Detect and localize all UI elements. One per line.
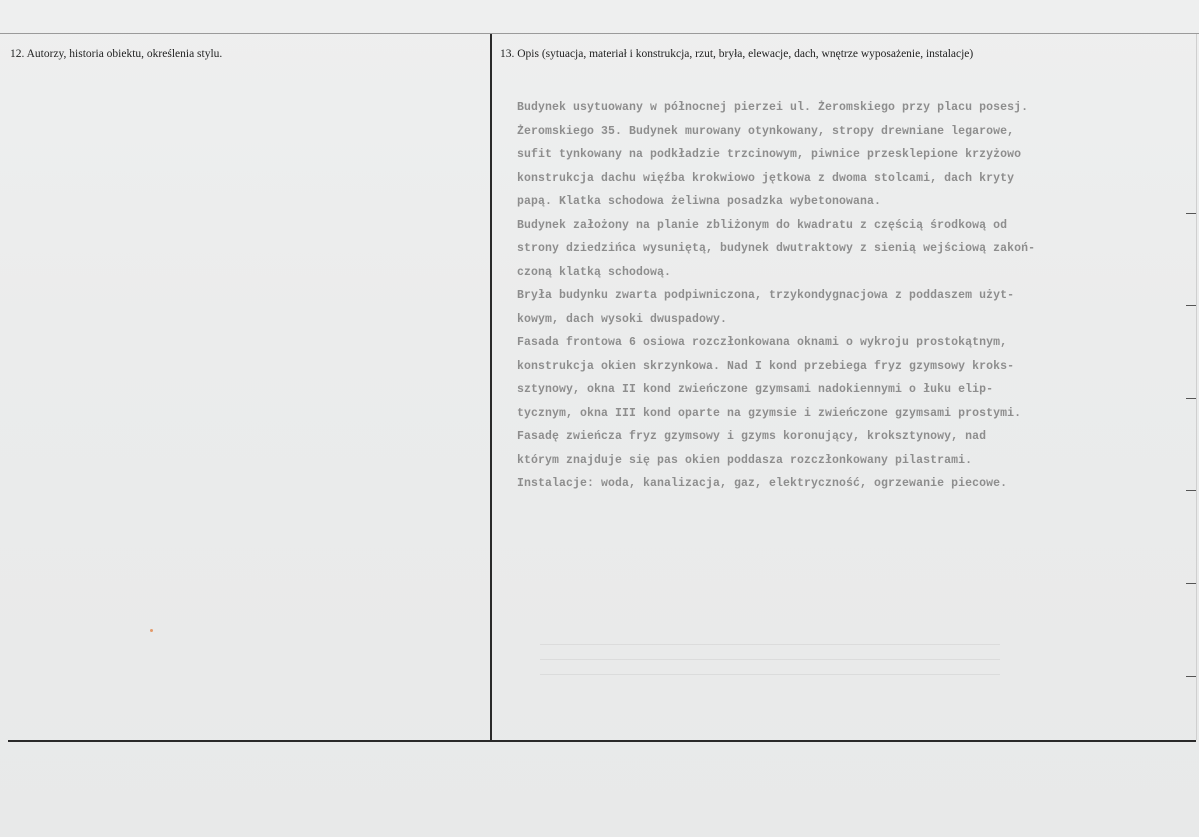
description-line: konstrukcja okien skrzynkowa. Nad I kond przebiega fryz gzymsowy kroks-: [517, 359, 1015, 373]
top-border: [0, 33, 1199, 34]
description-line: Fasada frontowa 6 osiowa rozczłonkowana oknami o wykroju prostokątnym,: [517, 336, 1008, 349]
description-line: sztynowy, okna II kond zwieńczone gzymsami nadokiennymi o łuku elip-: [517, 383, 994, 396]
field-13-heading: 13. Opis (sytuacja, materiał i konstrukcja, rzut, bryła, elewacje, dach, wnętrze wyposażenie, instalacje): [500, 48, 974, 60]
description-text: [517, 96, 1157, 496]
description-line: strony dziedzińca wysuniętą, budynek dwutraktowy z sienią wejściową zakoń-: [517, 242, 1036, 255]
right-edge: [1196, 34, 1197, 740]
field-12-heading: 12. Autorzy, historia obiektu, określenia stylu.: [10, 48, 223, 60]
description-line: Żeromskiego 35. Budynek murowany otynkowany, stropy drewniane legarowe,: [517, 124, 1015, 138]
description-line: czoną klatką schodową.: [517, 265, 672, 279]
paper-stain: [150, 629, 153, 632]
description-line: tycznym, okna III kond oparte na gzymsie i zwieńczone gzymsami prostymi.: [517, 406, 1022, 420]
description-line: Fasadę zwieńcza fryz gzymsowy i gzyms koronujący, kroksztynowy, nad: [517, 430, 987, 443]
description-line: którym znajduje się pas okien poddasza rozczłonkowany pilastrami.: [517, 453, 973, 467]
description-line: sufit tynkowany na podkładzie trzcinowym, piwnice przesklepione krzyżowo: [517, 148, 1022, 161]
margin-tick: [1186, 583, 1196, 584]
description-line: Budynek usytuowany w północnej pierzei ul. Żeromskiego przy placu posesj.: [517, 101, 1029, 114]
margin-tick: [1186, 676, 1196, 677]
description-line: kowym, dach wysoki dwuspadowy.: [517, 312, 728, 326]
description-line: Budynek założony na planie zbliżonym do kwadratu z częścią środkową od: [517, 218, 1008, 232]
bleed-through-shadow: [540, 630, 1000, 680]
description-line: konstrukcja dachu więźba krokwiowo jętkowa z dwoma stolcami, dach kryty: [517, 171, 1015, 185]
margin-tick: [1186, 305, 1196, 306]
margin-tick: [1186, 213, 1196, 214]
margin-tick: [1186, 398, 1196, 399]
description-line: Instalacje: woda, kanalizacja, gaz, elektryczność, ogrzewanie piecowe.: [517, 477, 1008, 490]
bottom-border: [8, 740, 1196, 742]
description-line: papą. Klatka schodowa żeliwna posadzka wybetonowana.: [517, 195, 882, 208]
margin-tick: [1186, 490, 1196, 491]
column-divider: [490, 34, 492, 740]
description-line: Bryła budynku zwarta podpiwniczona, trzykondygnacjowa z poddaszem użyt-: [517, 289, 1015, 302]
